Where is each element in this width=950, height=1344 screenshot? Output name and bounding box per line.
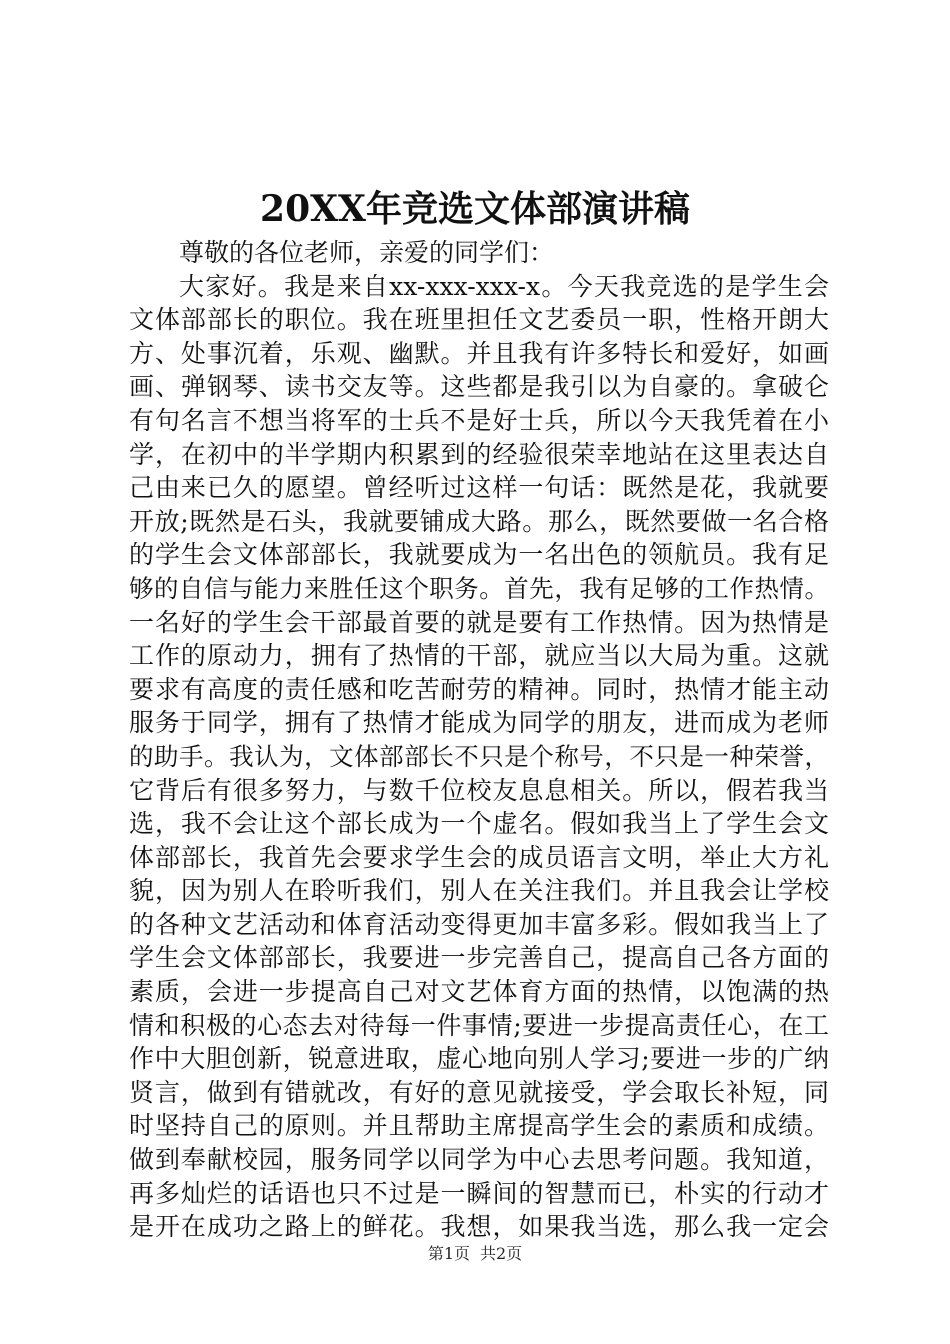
body-line: 再多灿烂的话语也只不过是一瞬间的智慧而已，朴实的行动才 [129,1178,829,1208]
body-line: 贤言，做到有错就改，有好的意见就接受，学会取长补短，同 [129,1077,829,1107]
body-line: 情和积极的心态去对待每一件事情;要进一步提高责任心，在工 [129,1010,829,1040]
body-line: 画、弹钢琴、读书交友等。这些都是我引以为自豪的。拿破仑 [129,372,829,402]
body-line: 它背后有很多努力，与数千位校友息息相关。所以，假若我当 [129,775,829,805]
salutation-line: 尊敬的各位老师，亲爱的同学们： [179,238,555,267]
body-line: 作中大胆创新，锐意进取，虚心地向别人学习;要进一步的广纳 [129,1044,829,1074]
document-title: 20XX年竞选文体部演讲稿 [260,188,690,230]
body-line: 够的自信与能力来胜任这个职务。首先，我有足够的工作热情。 [129,573,829,603]
body-line: 工作的原动力，拥有了热情的干部，就应当以大局为重。这就 [129,641,829,671]
body-line: 要求有高度的责任感和吃苦耐劳的精神。同时，热情才能主动 [129,674,829,704]
body-line: 服务于同学，拥有了热情才能成为同学的朋友，进而成为老师 [129,708,829,738]
document-body [129,236,829,1244]
body-line: 选，我不会让这个部长成为一个虚名。假如我当上了学生会文 [129,809,829,839]
body-line: 素质，会进一步提高自己对文艺体育方面的热情，以饱满的热 [129,977,829,1007]
body-line: 的学生会文体部部长，我就要成为一名出色的领航员。我有足 [129,540,829,570]
body-line: 体部部长，我首先会要求学生会的成员语言文明，举止大方礼 [129,842,829,872]
body-line: 是开在成功之路上的鲜花。我想，如果我当选，那么我一定会 [129,1212,829,1242]
body-line: 一名好的学生会干部最首要的就是要有工作热情。因为热情是 [129,607,829,637]
body-line: 方、处事沉着，乐观、幽默。并且我有许多特长和爱好，如画 [129,338,829,368]
body-line: 学生会文体部部长，我要进一步完善自己，提高自己各方面的 [129,943,829,973]
body-line: 做到奉献校园，服务同学以同学为中心去思考问题。我知道， [129,1145,829,1175]
page-total: 共2页 [480,1244,523,1263]
body-line: 的各种文艺活动和体育活动变得更加丰富多彩。假如我当上了 [129,909,829,939]
body-line: 己由来已久的愿望。曾经听过这样一句话：既然是花，我就要 [129,473,829,503]
body-line: 有句名言不想当将军的士兵不是好士兵，所以今天我凭着在小 [129,405,829,435]
page-footer [0,1242,950,1266]
body-line: 时坚持自己的原则。并且帮助主席提高学生会的素质和成绩。 [129,1111,829,1141]
body-line: 大家好。我是来自xx-xxx-xxx-x。今天我竞选的是学生会 [179,271,829,301]
body-line: 貌，因为别人在聆听我们，别人在关注我们。并且我会让学校 [129,876,829,906]
page-number: 第1页 [427,1244,470,1263]
body-line: 的助手。我认为，文体部部长不只是个称号，不只是一种荣誉， [129,741,829,771]
body-line: 开放;既然是石头，我就要铺成大路。那么，既然要做一名合格 [129,506,829,536]
body-line: 文体部部长的职位。我在班里担任文艺委员一职，性格开朗大 [129,305,829,335]
body-line: 学，在初中的半学期内积累到的经验很荣幸地站在这里表达自 [129,439,829,469]
